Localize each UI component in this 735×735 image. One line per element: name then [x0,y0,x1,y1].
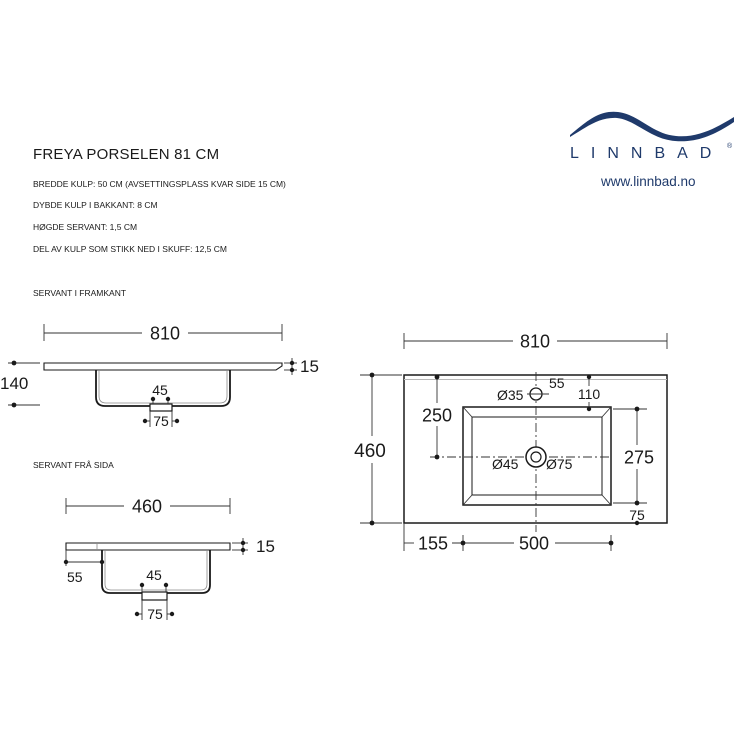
dimension-dot [140,583,144,587]
dimension-dot [290,361,294,365]
side-margin-label: 155 [417,533,449,554]
dimension-dot [100,560,104,564]
front-thickness-label: 15 [300,357,319,376]
front-height-label: 140 [0,374,29,393]
side-offset-label: 55 [67,569,83,585]
basin-width-label: 500 [518,533,550,554]
dimension-dot [461,541,466,546]
side-view-drawing [64,497,275,623]
side-drain-inner-label: 45 [146,567,162,583]
dimension-dot [175,419,179,423]
drain-outlet [150,404,172,411]
dimension-dot [587,375,591,379]
brand-website-link[interactable]: www.linnbad.no [601,174,696,189]
registered-mark: ® [727,143,733,150]
tap-offset-label: 55 [549,375,565,391]
countertop-slab [44,363,282,370]
dimension-dot [135,612,139,616]
countertop-slab [66,543,230,550]
back-to-drain-label: 250 [421,405,453,426]
dimension-dot [12,361,17,366]
dimension-dot [12,403,17,408]
dimension-dot [435,455,440,460]
brand-logo-text: LINNBAD [570,145,724,162]
dimension-dot [635,407,640,412]
dimension-dot [370,521,375,526]
spec-basin-width: BREDDE KULP: 50 CM (AVSETTINGSPLASS KVAR SIDE 15 CM) [33,179,286,189]
side-depth-label: 460 [131,496,163,517]
tap-hole-diameter-label: Ø35 [497,387,524,403]
front-margin-label: 75 [629,507,645,523]
front-drain-outer-label: 75 [153,413,169,429]
front-view-heading: SERVANT I FRAMKANT [33,288,127,298]
dimension-dot [164,583,168,587]
dimension-dot [241,548,245,552]
dimension-dot [435,375,440,380]
dimension-dot [290,368,294,372]
back-to-basin-label: 110 [577,386,601,402]
top-width-label: 810 [519,331,551,352]
front-width-label: 810 [149,323,181,344]
drain-outer-diameter-label: Ø75 [546,456,573,472]
dimension-dot [370,373,375,378]
side-view-heading: SERVANT FRÅ SIDA [33,460,114,470]
side-drain-outer-label: 75 [147,606,163,622]
side-thickness-label: 15 [256,537,275,556]
product-title: FREYA PORSELEN 81 CM [33,146,220,163]
drain-inner-diameter-label: Ø45 [492,456,519,472]
front-drain-inner-label: 45 [152,382,168,398]
dimension-dot [587,407,591,411]
top-depth-label: 460 [354,441,386,462]
spec-basin-height: HØGDE SERVANT: 1,5 CM [33,222,138,232]
basin-depth-label: 275 [623,447,655,468]
dimension-dot [64,560,68,564]
drain-outlet [142,592,167,600]
spec-basin-depth: DYBDE KULP I BAKKANT: 8 CM [33,200,158,210]
dimension-dot [635,501,640,506]
dimension-dot [241,541,245,545]
drain-outer-ring [526,447,546,467]
dimension-dot [170,612,174,616]
dimension-dot [609,541,614,546]
top-view-drawing [354,332,667,554]
spec-drawer-intrusion: DEL AV KULP SOM STIKK NED I SKUFF: 12,5 CM [33,244,227,254]
front-view-drawing [0,324,319,430]
logo-wave-icon [570,112,734,142]
dimension-dot [143,419,147,423]
